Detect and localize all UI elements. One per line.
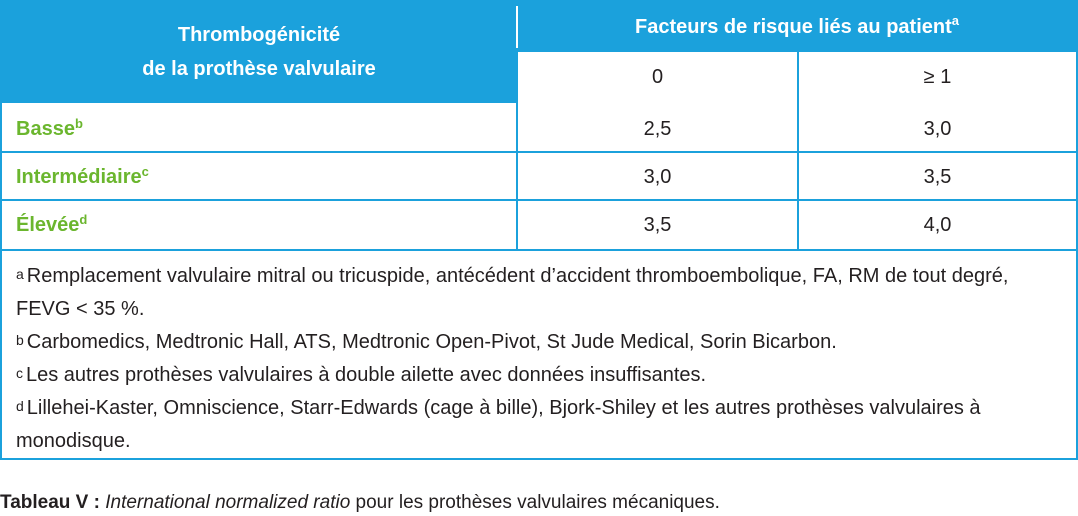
header-risk-factors-text: Facteurs de risque liés au patient [634,16,952,38]
footnote-a [16,260,1062,326]
header-risk-factors [518,2,1076,52]
footnote-marker: b [16,332,24,348]
footnote-text: Carbomedics, Medtronic Hall, ATS, Medtronic Open-Pivot, St Jude Medical, Sorin Bicarbon. [26,331,837,353]
header-line-2: de la prothèse valvulaire [142,58,376,80]
footnote-text: Les autres prothèses valvulaires à double ailette avec données insuffisantes. [26,364,707,386]
caption-italic: International normalized ratio [105,492,351,513]
column-divider [516,103,518,249]
row-value: 3,0 [643,166,672,188]
subheader-0: 0 [518,52,797,103]
header-risk-factors-sup: a [951,13,959,28]
row-label-sup: d [79,212,88,227]
table-row [2,153,1076,201]
caption-label: Tableau V [0,492,89,513]
caption-rest: pour les prothèses valvulaires mécaniques. [350,492,720,513]
row-label [2,105,516,153]
row-label-text: Basse [16,118,75,140]
row-label [2,153,516,201]
footnote-marker: c [16,365,23,381]
table-row [2,105,1076,153]
table-header [2,2,1076,103]
table-row [2,201,1076,249]
row-value: 3,5 [923,166,952,188]
caption-separator: : [88,492,106,513]
row-value: 3,5 [643,214,672,236]
footnote-text: Lillehei-Kaster, Omniscience, Starr-Edwards (cage à bille), Bjork-Shiley et les autres prothèses valvulaires à monodisque. [16,397,981,452]
row-value: 3,0 [923,118,952,140]
header-line-1: Thrombogénicité [177,24,341,46]
subheader-ge-1: ≥ 1 [799,52,1076,103]
header-thrombogenicity [2,2,516,103]
table-footnotes [2,251,1076,458]
table-caption [0,491,720,515]
row-value: 4,0 [923,214,952,236]
footnote-marker: d [16,398,24,414]
footnote-d [16,392,1062,458]
row-label-sup: c [141,164,149,179]
footnote-b [16,326,1062,359]
column-divider [797,52,799,249]
row-label-sup: b [74,116,83,131]
row-value: 2,5 [643,118,672,140]
footnote-c [16,359,1062,392]
row-label-text: Élevée [16,214,80,236]
row-label-text: Intermédiaire [16,166,142,188]
footnote-marker: a [16,266,24,282]
row-label [2,201,516,249]
footnote-text: Remplacement valvulaire mitral ou tricuspide, antécédent d’accident thromboembolique, FA, RM de tout degré, FEVG < 35 %. [16,265,1009,320]
